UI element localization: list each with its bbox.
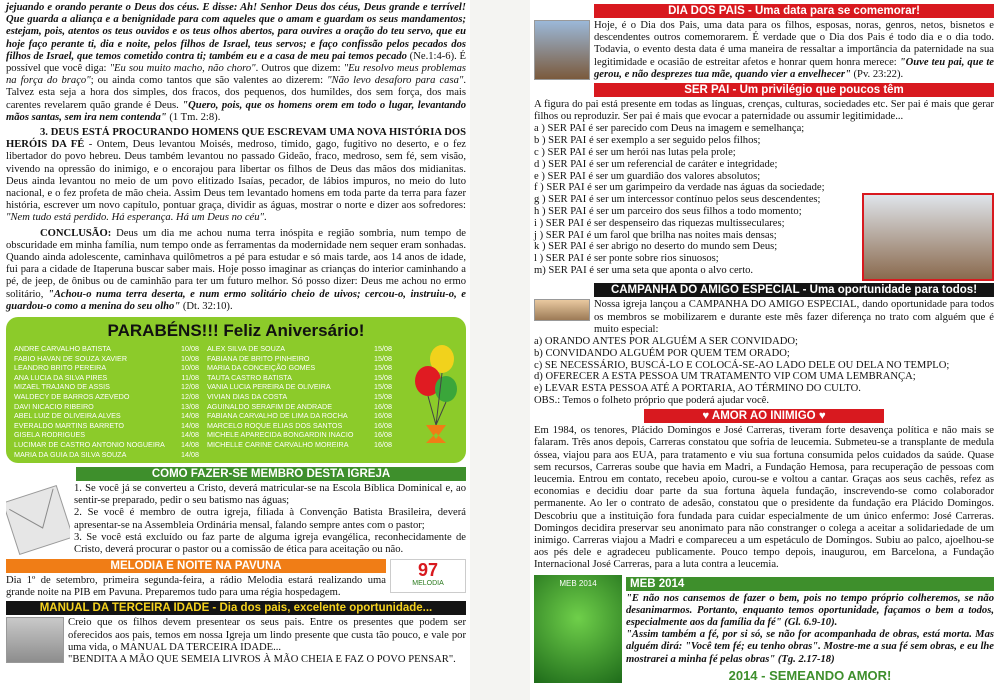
text-span: ; ou ainda como tantos que são valentes ao dizerem: [90,75,328,87]
meb-quote-galatas: "E não nos cansemos de fazer o bem, pois no tempo próprio colheremos, se não desanimarmos. Portanto, enquanto temos oportunidade, façamos o bem a todos, especialmente aos da família da fé" (Gl. 6.9-10). [626,592,994,629]
birthday-date: 15/08 [374,363,392,373]
melodia-text: Dia 1º de setembro, primeira segunda-feira, a rádio Melodia estará realizando uma grande noite na PIB em Pavuna. Preparemos tudo para uma régia hospedagem. [6,575,386,599]
birthday-date: 13/08 [181,401,199,411]
birthday-date: 11/08 [181,372,199,382]
text-span: (Pv. 23:22). [850,68,904,80]
quote-span: "Eu resolvo meus problemas na força do braço" [6,63,467,87]
heart-icon: ♥ [702,410,712,423]
birthday-date: 12/08 [181,382,199,392]
amigo-especial-intro: Nossa igreja lançou a CAMPANHA DO AMIGO ESPECIAL, dando oportunidade para todos os membros se mobilizarem e durante este mês fazer diferença no trato com alguém que é muito especial: [594,299,994,335]
birthday-name: MARIA DA CONCEIÇÃO GOMES [207,363,316,373]
birthday-row [14,392,199,402]
birthday-name: ABEL LUIZ DE OLIVEIRA ALVES [14,411,121,421]
meb-section [534,575,994,683]
birthday-date: 16/08 [374,401,392,411]
quote-span: "Eu sou muito macho, não choro" [109,63,256,75]
birthday-name: FABIANA DE BRITO PINHEIRO [207,353,310,363]
birthday-row [207,354,392,364]
birthday-date: 15/08 [374,392,392,402]
amigo-especial-item: a) ORANDO ANTES POR ALGUÉM A SER CONVIDADO; [534,336,798,348]
birthday-name: VIVIAN DIAS DA COSTA [207,392,288,402]
text-span: (Dt. 32:10). [180,300,233,312]
birthday-name: WALDECY DE BARROS AZEVEDO [14,392,130,402]
balloons-icon [412,343,460,455]
meb-quote-tiago: "Assim também a fé, por si só, se não for acompanhada de obras, está morta. Mas alguém dirá: "Você tem fé; eu tenho obras". Mostre-me a sua fé sem obras, e eu lhe mostrarei a minha fé pelas obras" (Tg. 2.17-18) [626,629,994,665]
birthday-date: 16/08 [374,411,392,421]
quote-span: "Quero, pois, que os homens orem em todo o lugar, levantando mãos santas, sem ira nem contenda" [6,99,466,123]
birthday-row [14,373,199,383]
text-span: . Outros que dizem: [255,63,344,75]
amigo-especial-item: c) SE NECESSÁRIO, BUSCÁ-LO E COLOCÁ-SE-AO LADO DELE OU DELA NO TEMPLO; [534,359,950,371]
ser-pai-item: e ) SER PAI é ser um guardião dos valores absolutos; [534,170,761,182]
heart-icon: ♥ [815,410,826,423]
meb-header: MEB 2014 [626,577,994,591]
ser-pai-list [534,123,858,281]
amigo-especial-obs: OBS.: Temos o folheto próprio que poderá ajudar você. [534,395,770,407]
birthday-row [207,440,392,450]
membership-step-1: 1. Se você já se converteu a Cristo, deverá matricular-se na Escola Bíblica Dominical e, ao sentir-se preparado, pedir o seu batismo nas águas; [74,483,466,507]
sermon-conclusion [6,228,466,313]
membership-step-3: 3. Se você está excluído ou faz parte de alguma igreja evangélica, reconhecidamente de Cristo, deverá procurar o pastor ou a comissão de ética para aceitação ou não. [74,531,466,556]
ser-pai-item: m) SER PAI é ser uma seta que aponta o alvo certo. [534,264,754,276]
birthday-row [14,354,199,364]
birthday-name: MICHELE APARECIDA BONGARDIN INACIO [207,430,354,440]
dia-dos-pais-header: DIA DOS PAIS - Uma data para se comemorar! [594,4,994,18]
birthday-row [207,373,392,383]
ser-pai-intro: A figura do pai está presente em todas as línguas, crenças, culturas, sociedades etc. Ser pai é mais que gerar filhos ou reproduzir. Ser pai é mais que evocar a paternidade ou assumir legitimidade... [534,99,994,123]
birthday-row [14,440,199,450]
birthday-date: 10/08 [181,353,199,363]
amigo-especial-item: e) LEVAR ESTA PESSOA ATÉ A PORTARIA, AO TÉRMINO DO CULTO. [534,383,861,395]
father-child-photo [534,20,590,80]
birthday-date: 14/08 [181,420,199,430]
birthday-date: 14/08 [181,411,199,421]
conclusion-label: CONCLUSÃO: [40,227,112,239]
birthday-row [14,363,199,373]
text-span: . Talvez esta seja a hora dos simples, dos fracos, dos pequenos, dos humildes, dos sem força, dos mais carentes revelarem quão grande é Deus. [6,75,466,111]
birthday-column-1 [14,344,199,459]
birthday-name: ANDRE CARVALHO BATISTA [14,344,111,354]
birthday-row [207,382,392,392]
amigo-especial-header: CAMPANHA DO AMIGO ESPECIAL - Uma oportunidade para todos! [594,283,994,297]
birthday-name: LEANDRO BRITO PEREIRA [14,363,107,373]
ser-pai-item: g ) SER PAI é ser um intercessor contínuo pelos seus descendentes; [534,194,821,206]
birthday-name: ALEX SILVA DE SOUZA [207,344,286,354]
manual-header: MANUAL DA TERCEIRA IDADE - Dia dos pais, excelente oportunidade... [6,601,466,615]
manual-text: Creio que os filhos devem presentear os seus pais. Entre os presentes que podem ser oferecidos aos pais, temos em nossa Igreja um lindo presente que custa tão pouco, e vale por uma vida, o MANUAL DA TERCEIRA IDADE... [68,617,466,653]
ser-pai-item: d ) SER PAI é ser um referencial de caráter e integridade; [534,158,778,170]
birthday-name: FABIANA CARVALHO DE LIMA DA ROCHA [207,411,348,421]
birthday-name: MICHELLE CARINE CARVALHO MOREIRA [207,440,349,450]
dia-dos-pais-text [594,20,994,81]
page-gutter [470,0,530,700]
quote-span: "Nem tudo está perdido. Há esperança. Há um Deus no céu" [6,212,265,224]
birthday-row [14,430,199,440]
elderly-couple-photo [6,617,64,663]
birthday-name: AGUINALDO SERAFIM DE ANDRADE [207,401,333,411]
birthday-name: MARCELO ROQUE ELIAS DOS SANTOS [207,420,343,430]
sermon-quote-nehemiah: jejuando e orando perante o Deus dos céus. E disse: Ah! Senhor Deus dos céus, Deus grande e terrível! Que guarda a aliança e a benignidade para com aqueles que o amam e guardam os seus mandamentos; estejam, pois, atentos os teus ouvidos e os teus olhos abertos, para ouvires a oração do teu servo, que eu hoje faço perante ti, dia e noite, pelos filhos de Israel, teus servos; e faço confissão pelos pecados dos filhos de Israel, que temos cometido contra ti; também eu e a casa de meu pai temos pecado [6,2,466,62]
quote-span: "Não levo desaforo para casa" [327,75,464,87]
birthday-row [14,402,199,412]
meb-2014-banner [534,575,622,683]
birthday-row [14,344,199,354]
birthday-name: EVERALDO MARTINS BARRETO [14,420,124,430]
text-span: Hoje, é o Dia dos Pais, uma data para os filhos, esposas, noras, genros, netos, bisnetos e descendentes outros comemorarem. É verdade que o Dia dos Pais é todo dia e o dia todo. Todavia, o evento desta data é uma maneira de ressaltar a importância da paternidade na sua legitimidade e ocasião de estreitar afetos e honrar quem honra merece: [594,20,994,68]
amor-inimigo-title: AMOR AO INIMIGO [711,410,816,423]
ser-pai-item: a ) SER PAI é ser parecido com Deus na imagem e semelhança; [534,123,805,135]
text-span: (1 Tm. 2:8). [166,111,221,123]
birthday-row [14,382,199,392]
birthday-date: 15/08 [374,382,392,392]
manual-quote: "BENDITA A MÃO QUE SEMEIA LIVROS À MÃO CHEIA E FAZ O POVO PENSAR". [68,654,456,666]
birthday-row [207,411,392,421]
ser-pai-item: k ) SER PAI é ser abrigo no deserto do mundo sem Deus; [534,241,778,253]
birthday-row [207,363,392,373]
ser-pai-item: j ) SER PAI é um farol que brilha nas noites mais densas; [534,229,777,241]
quote-span: "Ouve teu pai, que te gerou, e não desprezes tua mãe, quando vier a envelhecer" [594,56,994,80]
birthday-date: 16/08 [374,440,392,450]
birthday-row [207,344,392,354]
membership-section [6,483,466,557]
birthday-date: 15/08 [374,372,392,382]
birthday-date: 16/08 [374,430,392,440]
text-span: Deus um dia me achou numa terra inóspita e região sombria, num tempo de obscuridade em minha família, num tempo onde as ferramentas da modernidade nem sequer eram sonhadas. Quando ainda adolescente, caminhava quilômetros a pé para estudar e só mais tarde, aos 14 anos de idade, fui para a cidade de Itaperuna buscar saber mais. Hoje posso imaginar as crianças do interior caminhando a pé, de jeep, de ônibus ou de caminhão para ter um futuro melhor. Só posso dizer: Deus me achou no ermo solitário, [6,227,466,300]
birthday-name: TAUTA CASTRO BATISTA [207,372,292,382]
section-3-title: 3. DEUS ESTÁ PROCURANDO HOMENS QUE ESCREVAM UMA NOVA HISTÓRIA DOS HERÓIS DA FÉ [6,127,466,151]
birthday-date: 15/08 [374,353,392,363]
birthday-date: 10/08 [181,344,199,354]
membership-step-2: 2. Se você é membro de outra igreja, filiada à Convenção Batista Brasileira, deverá apresentar-se na Assembleia Ordinária mensal, falando sempre antes com o pastor; [74,507,466,531]
ser-pai-item: c ) SER PAI é ser um herói nas lutas pela prole; [534,147,736,159]
birthday-date: 16/08 [374,420,392,430]
birthday-box [6,317,466,463]
radio-name: MELODIA [412,580,444,588]
birthday-date: 10/08 [181,363,199,373]
birthday-column-2 [207,344,392,459]
ser-pai-item: f ) SER PAI é ser um garimpeiro da verdade nas águas da sociedade; [534,182,825,194]
ser-pai-item: b ) SER PAI é ser exemplo a ser seguido pelos filhos; [534,135,761,147]
ser-pai-item: h ) SER PAI é ser um parceiro dos seus filhos a todo momento; [534,206,802,217]
membership-header: COMO FAZER-SE MEMBRO DESTA IGREJA [76,467,466,481]
text-span: - Ontem, Deus levantou Moisés, medroso, tímido, gago, fugitivo no deserto, e o fez libertador do povo hebreu. Deus também levantou no passado Gideão, fraco, medroso, sem fé, sem visão, vivendo na opressão do inimigo, e o encorajou para libertar os filhos de Deus das mãos dos midianitas. Deus ainda levantou no meio de um povo elitizado Isaías, pecador, de lábios impuros, no meio do luto nacional, e o fez profeta de mão cheia. Assim Deus tem levantado homens em toda parte da terra para fazer história, escrever um novo capítulo, pontuar graça, dividir as águas, mostrar o norte e dizer aos sofredores: [6,139,466,212]
amigo-especial-item: b) CONVIDANDO ALGUÉM POR QUEM TEM ORADO; [534,347,790,359]
father-children-photo [862,193,994,281]
birthday-row [207,392,392,402]
birthday-row [14,411,199,421]
birthday-date: 14/08 [181,440,199,450]
dia-dos-pais-section [534,20,994,81]
amigo-especial-item: d) OFERECER A ESTA PESSOA UM TRATAMENTO VIP COM UMA LEMBRANÇA; [534,371,916,383]
manual-section [6,617,466,666]
amigo-especial-list [534,336,994,395]
birthday-name: MARIA DA GUIA DA SILVA SOUZA [14,449,127,459]
birthday-date: 14/08 [181,430,199,440]
birthday-row [207,421,392,431]
amor-inimigo-header [644,409,884,423]
birthday-name: ANA LUCIA DA SILVA PIRES [14,372,108,382]
radio-melodia-logo [390,559,466,593]
sermon-paragraph-1 [6,2,466,124]
envelope-icon [6,483,70,557]
birthday-title: PARABÉNS!!! Feliz Aniversário! [107,321,365,341]
birthday-list [14,344,458,459]
melodia-header: MELODIA E NOITE NA PAVUNA [6,559,386,573]
amigo-especial-section [534,299,994,336]
ser-pai-item: l ) SER PAI é ser ponte sobre rios sinuosos; [534,253,719,265]
sermon-section-3 [6,127,466,225]
birthday-row [207,402,392,412]
meb-slogan: 2014 - SEMEANDO AMOR! [728,667,892,683]
birthday-name: GISELA RODRIGUES [14,430,86,440]
birthday-name: DAVI NICACIO RIBEIRO [14,401,94,411]
ser-pai-item: i ) SER PAI é ser despenseiro das riquezas multisseculares; [534,217,785,229]
meb-banner-label: MEB 2014 [559,578,597,588]
radio-frequency: 97 [417,560,439,581]
ser-pai-header: SER PAI - Um privilégio que poucos têm [594,83,994,97]
text-span: . [264,212,267,224]
birthday-name: LUCIMAR DE CASTRO ANTONIO NOGUEIRA [14,440,165,450]
amor-inimigo-text: Em 1984, os tenores, Plácido Domingos e José Carreras, tiveram forte desavença política e não mais se falaram. Três anos depois, Carreras constatou que sofria de leucemia. Submeteu-se a transplante de medula óssea, viajou para aos EUA, para tratamento e viu sua fortuna consumida pelos cuidados da saúde. Quase sem recursos, Carreras soube que havia em Madri, a Fundação Hemosa, para recuperação de pessoas com leucemia. Entrou em contato, recebeu apoio, curou-se e voltou a cantar. Graças aos seus cachês, refez as economias e decidiu doar parte da sua fortuna àquela fundação, inscrevendo-se como colaborador permanente. Ao ler o contrato de adesão, constatou que o presidente da fundação era Plácido Domingos. Descobriu que a instituição fora fundada para cuidar especialmente de um único enfermo: José Carreras. Domingos decidira preservar seu anonimato para não constranger o colega a aceitar a solidariedade de um inimigo. Carreras viajou a Madri e compareceu a um espetáculo de Domingos. Subiu ao palco, ajoelhou-se aos pés dele e agradeceu publicamente. Pouco tempo depois, inaugurou, em Barcelona, a Fundação Internacional José Carreras, para a luta contra a leucemia. [534,425,994,571]
birthday-row [207,430,392,440]
birthday-date: 12/08 [181,392,199,402]
birthday-date: 15/08 [374,344,392,354]
birthday-row [14,421,199,431]
left-page [0,0,470,700]
birthday-name: MIZAEL TRAJANO DE ASSIS [14,382,110,392]
birthday-name: VANIA LUCIA PEREIRA DE OLIVEIRA [207,382,331,392]
quote-span: "Achou-o numa terra deserta, e num ermo solitário cheio de uivos; cercou-o, instruiu-o, e guardou-o como a menina do seu olho" [6,288,466,312]
birthday-row [14,450,199,460]
right-page [530,0,1000,700]
birthday-name: FABIO HAVAN DE SOUZA XAVIER [14,353,128,363]
birthday-date: 14/08 [181,449,199,459]
friends-photo [534,299,590,321]
text-span: (Ne.1:4-6). É possível que você diga: [6,50,466,75]
ser-pai-section [534,123,994,281]
